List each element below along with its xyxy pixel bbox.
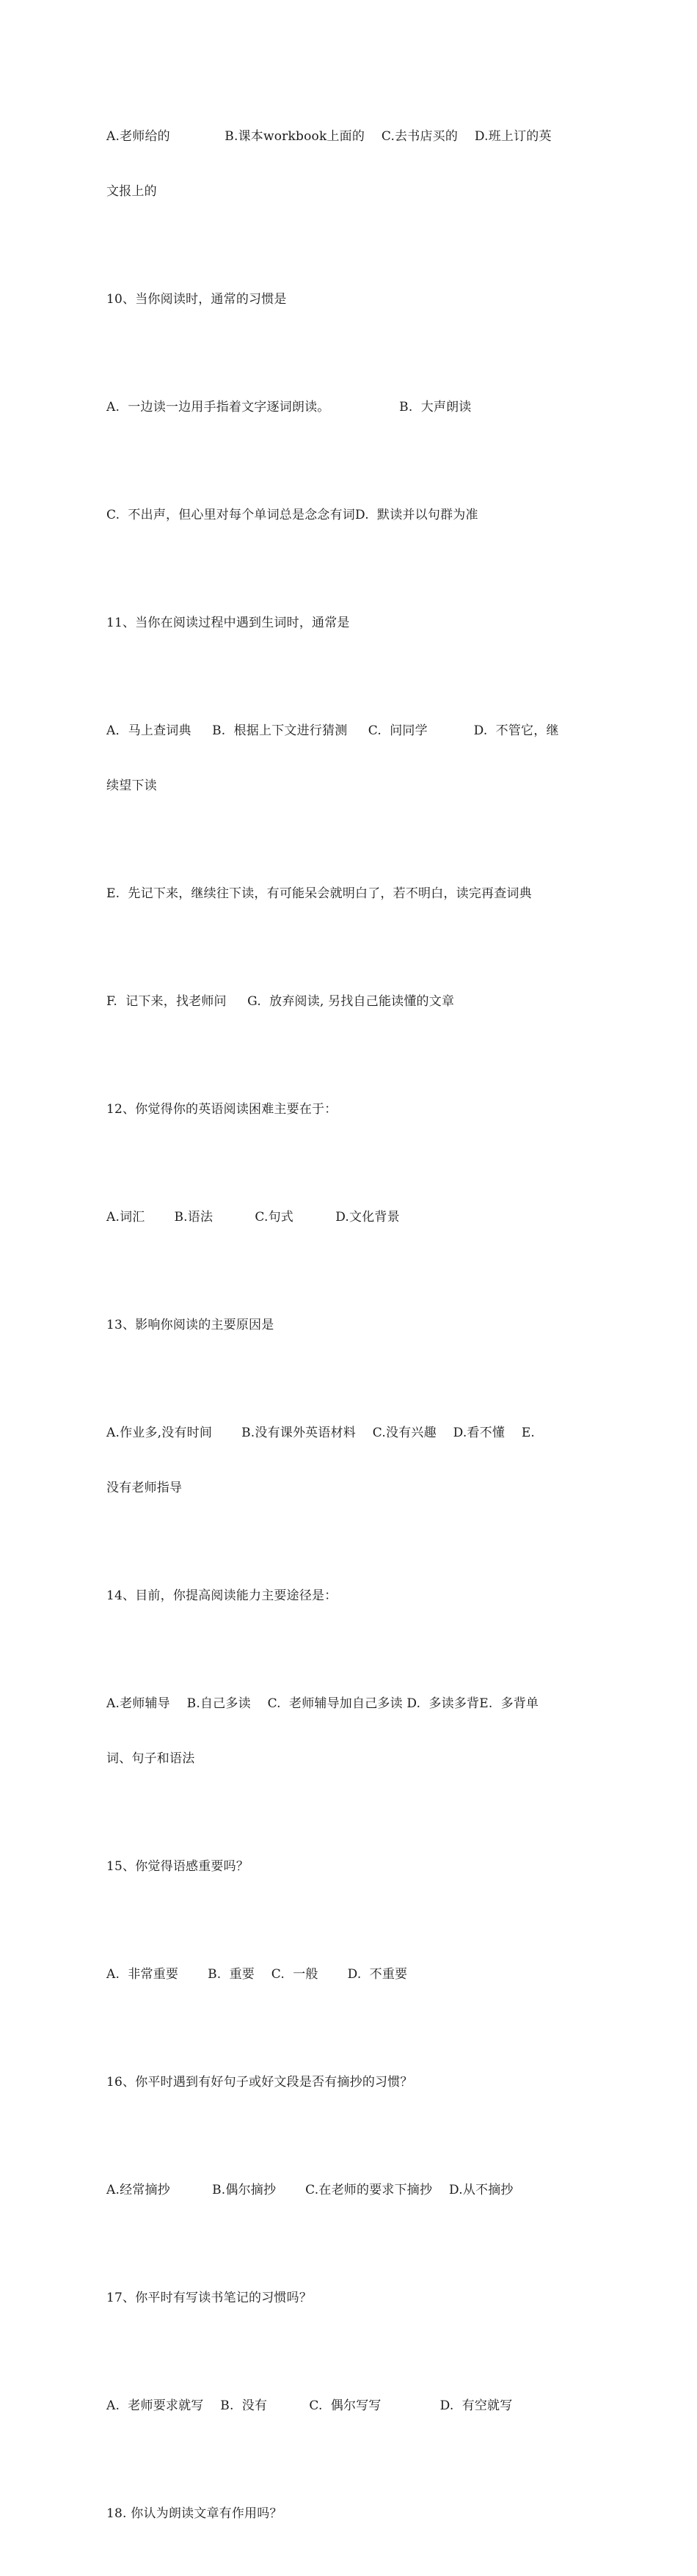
- text-line: A.词汇 B.语法 C.句式 D.文化背景: [106, 1210, 400, 1225]
- answer-options-q15: [106, 1929, 592, 2021]
- text-line: 没有老师指导: [106, 1481, 183, 1495]
- question-13: [106, 1280, 592, 1371]
- text-line: A.经常摘抄 B.偶尔摘抄 C.在老师的要求下摘抄 D.从不摘抄: [106, 2183, 514, 2197]
- text-line: 续望下读: [106, 778, 157, 793]
- text-line: A.老师给的 B.课本workbook上面的 C.去书店买的 D.班上订的英: [106, 129, 552, 144]
- text-line: E. 先记下来，继续往下读，有可能呆会就明白了，若不明白，读完再查词典: [106, 886, 532, 901]
- answer-options-q12: [106, 1172, 592, 1263]
- answer-options-q14: [106, 1658, 592, 1805]
- question-10: [106, 254, 592, 346]
- answer-options-q11-e: [106, 848, 592, 940]
- answer-options-q11-fg: [106, 956, 592, 1048]
- question-17: [106, 2252, 592, 2344]
- text-line: A.老师辅导 B.自己多读 C. 老师辅导加自己多读 D. 多读多背E. 多背单: [106, 1696, 539, 1711]
- answer-options-q16: [106, 2145, 592, 2236]
- questionnaire-page: [106, 91, 592, 2576]
- question-text: 14、目前，你提高阅读能力主要途径是：: [106, 1588, 337, 1603]
- answer-options-q11-ad: [106, 685, 592, 832]
- question-12: [106, 1064, 592, 1156]
- text-line: A．马上查词典 B. 根据上下文进行猜测 C. 问同学 D. 不管它，继: [106, 723, 559, 738]
- text-line: A.作业多,没有时间 B.没有课外英语材料 C.没有兴趣 D.看不懂 E.: [106, 1426, 536, 1440]
- answer-options-q9: [106, 91, 592, 238]
- answer-options-q17: [106, 2360, 592, 2452]
- answer-options-q13: [106, 1387, 592, 1534]
- question-text: 10、当你阅读时，通常的习惯是: [106, 292, 287, 307]
- text-line: F. 记下来，找老师问 G. 放弃阅读, 另找自己能读懂的文章: [106, 994, 455, 1009]
- question-text: 13、影响你阅读的主要原因是: [106, 1318, 274, 1332]
- text-line: C. 不出声，但心里对每个单词总是念念有词D. 默读并以句群为准: [106, 508, 478, 522]
- question-text: 12、你觉得你的英语阅读困难主要在于：: [106, 1102, 337, 1117]
- text-line: A. 非常重要 B. 重要 C. 一般 D. 不重要: [106, 1967, 408, 1982]
- question-text: 17、你平时有写读书笔记的习惯吗？: [106, 2291, 313, 2305]
- question-15: [106, 1821, 592, 1913]
- answer-options-q10-cd: [106, 470, 592, 561]
- text-line: A. 一边读一边用手指着文字逐词朗读。 B. 大声朗读: [106, 400, 472, 415]
- question-text: 11、当你在阅读过程中遇到生词时，通常是: [106, 616, 350, 630]
- text-line: A. 老师要求就写 B. 没有 C. 偶尔写写 D. 有空就写: [106, 2398, 513, 2413]
- text-line: 词、句子和语法: [106, 1751, 195, 1766]
- question-text: 16、你平时遇到有好句子或好文段是否有摘抄的习惯？: [106, 2075, 413, 2090]
- question-18: [106, 2468, 592, 2560]
- answer-options-q10-ab: [106, 362, 592, 453]
- question-14: [106, 1550, 592, 1642]
- question-text: 15、你觉得语感重要吗？: [106, 1859, 249, 1874]
- question-16: [106, 2037, 592, 2128]
- question-11: [106, 577, 592, 669]
- text-line: 文报上的: [106, 184, 157, 199]
- question-text: 18. 你认为朗读文章有作用吗？: [106, 2506, 282, 2521]
